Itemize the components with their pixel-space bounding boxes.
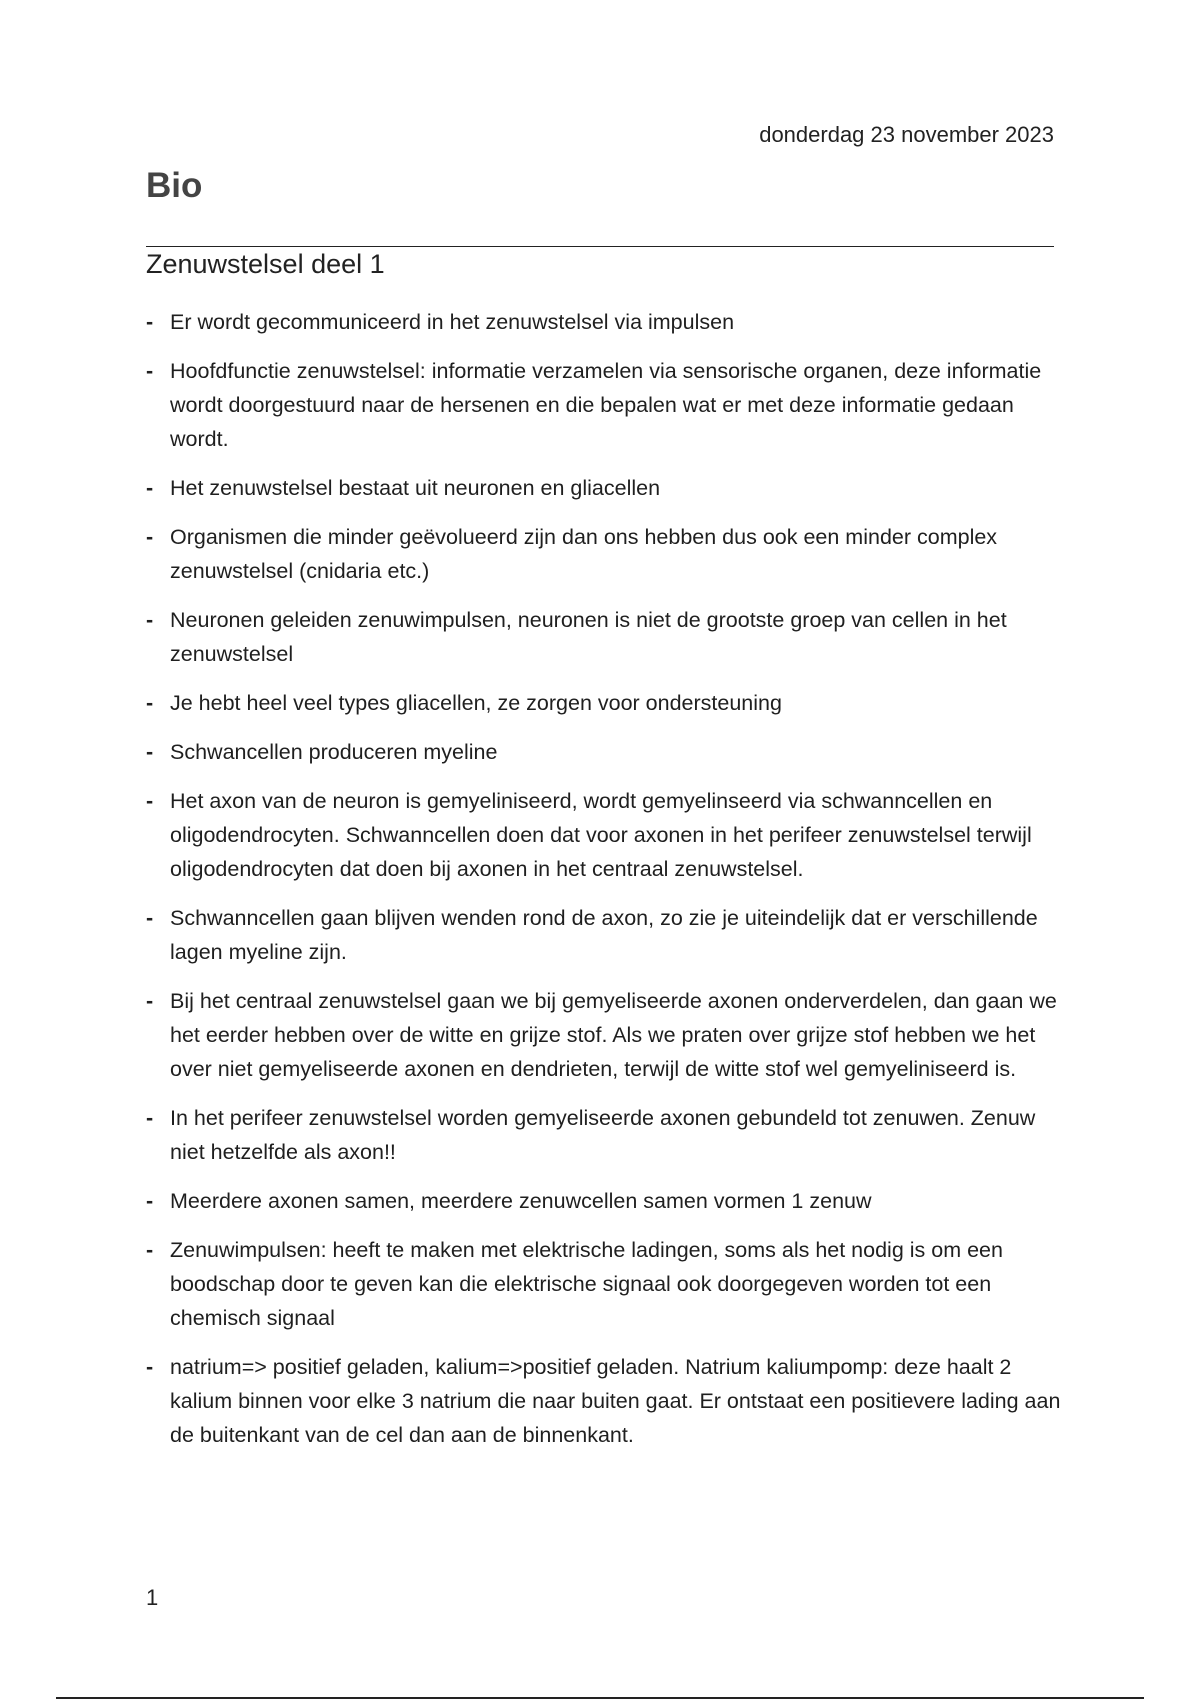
bullet-text: In het perifeer zenuwstelsel worden gemyeliseerde axonen gebundeld tot zenuwen. Zenuw niet hetzelfde als axon!! <box>170 1106 1036 1164</box>
list-item <box>146 305 1066 339</box>
list-item <box>146 520 1066 588</box>
bullet-dash: - <box>146 1189 154 1213</box>
page-title: Bio <box>146 166 203 205</box>
list-item <box>146 686 1066 720</box>
bullet-dash: - <box>146 1355 154 1379</box>
bullet-text: Zenuwimpulsen: heeft te maken met elektrische ladingen, soms als het nodig is om een boodschap door te geven kan die elektrische signaal ook doorgegeven worden tot een chemisch signaal <box>170 1238 1003 1330</box>
list-item <box>146 1101 1066 1169</box>
bullet-dash: - <box>146 906 154 930</box>
list-item <box>146 901 1066 969</box>
document-date: donderdag 23 november 2023 <box>759 122 1054 147</box>
list-item <box>146 1184 1066 1218</box>
bullet-dash: - <box>146 359 154 383</box>
list-item <box>146 735 1066 769</box>
bullet-text: natrium=> positief geladen, kalium=>positief geladen. Natrium kaliumpomp: deze haalt 2 kalium binnen voor elke 3 natrium die naar buiten gaat. Er ontstaat een positievere lading aan de buitenkant van de cel dan aan de binnenkant. <box>170 1355 1061 1447</box>
bullet-text: Je hebt heel veel types gliacellen, ze zorgen voor ondersteuning <box>170 691 782 715</box>
bullet-dash: - <box>146 310 154 334</box>
bullet-list <box>146 305 1066 1467</box>
bullet-dash: - <box>146 1106 154 1130</box>
bullet-dash: - <box>146 691 154 715</box>
list-item <box>146 784 1066 886</box>
title-divider <box>146 246 1054 247</box>
list-item <box>146 984 1066 1086</box>
bullet-text: Schwanncellen gaan blijven wenden rond de axon, zo zie je uiteindelijk dat er verschillende lagen myeline zijn. <box>170 906 1038 964</box>
bullet-text: Organismen die minder geëvolueerd zijn dan ons hebben dus ook een minder complex zenuwstelsel (cnidaria etc.) <box>170 525 998 583</box>
list-item <box>146 1350 1066 1452</box>
list-item <box>146 1233 1066 1335</box>
bullet-text: Er wordt gecommuniceerd in het zenuwstelsel via impulsen <box>170 310 735 334</box>
section-subtitle: Zenuwstelsel deel 1 <box>146 249 385 279</box>
list-item <box>146 354 1066 456</box>
bullet-text: Schwancellen produceren myeline <box>170 740 498 764</box>
list-item <box>146 471 1066 505</box>
bullet-text: Het axon van de neuron is gemyeliniseerd, wordt gemyelinseerd via schwanncellen en oligodendrocyten. Schwanncellen doen dat voor axonen in het perifeer zenuwstelsel terwijl oligodendrocyten dat doen bij axonen in het centraal zenuwstelsel. <box>170 789 1032 881</box>
bullet-dash: - <box>146 789 154 813</box>
bullet-text: Neuronen geleiden zenuwimpulsen, neuronen is niet de grootste groep van cellen in het zenuwstelsel <box>170 608 1007 666</box>
bullet-text: Bij het centraal zenuwstelsel gaan we bij gemyeliseerde axonen onderverdelen, dan gaan we het eerder hebben over de witte en grijze stof. Als we praten over grijze stof hebben we het over niet gemyeliseerde axonen en dendrieten, terwijl de witte stof wel gemyeliniseerd is. <box>170 989 1057 1081</box>
bullet-dash: - <box>146 989 154 1013</box>
bullet-text: Meerdere axonen samen, meerdere zenuwcellen samen vormen 1 zenuw <box>170 1189 872 1213</box>
bullet-text: Hoofdfunctie zenuwstelsel: informatie verzamelen via sensorische organen, deze informatie wordt doorgestuurd naar de hersenen en die bepalen wat er met deze informatie gedaan wordt. <box>170 359 1042 451</box>
bullet-dash: - <box>146 740 154 764</box>
bullet-dash: - <box>146 476 154 500</box>
bullet-dash: - <box>146 608 154 632</box>
bullet-text: Het zenuwstelsel bestaat uit neuronen en gliacellen <box>170 476 661 500</box>
footer-divider <box>56 1697 1144 1699</box>
list-item <box>146 603 1066 671</box>
page-number: 1 <box>146 1585 159 1610</box>
bullet-dash: - <box>146 525 154 549</box>
bullet-dash: - <box>146 1238 154 1262</box>
